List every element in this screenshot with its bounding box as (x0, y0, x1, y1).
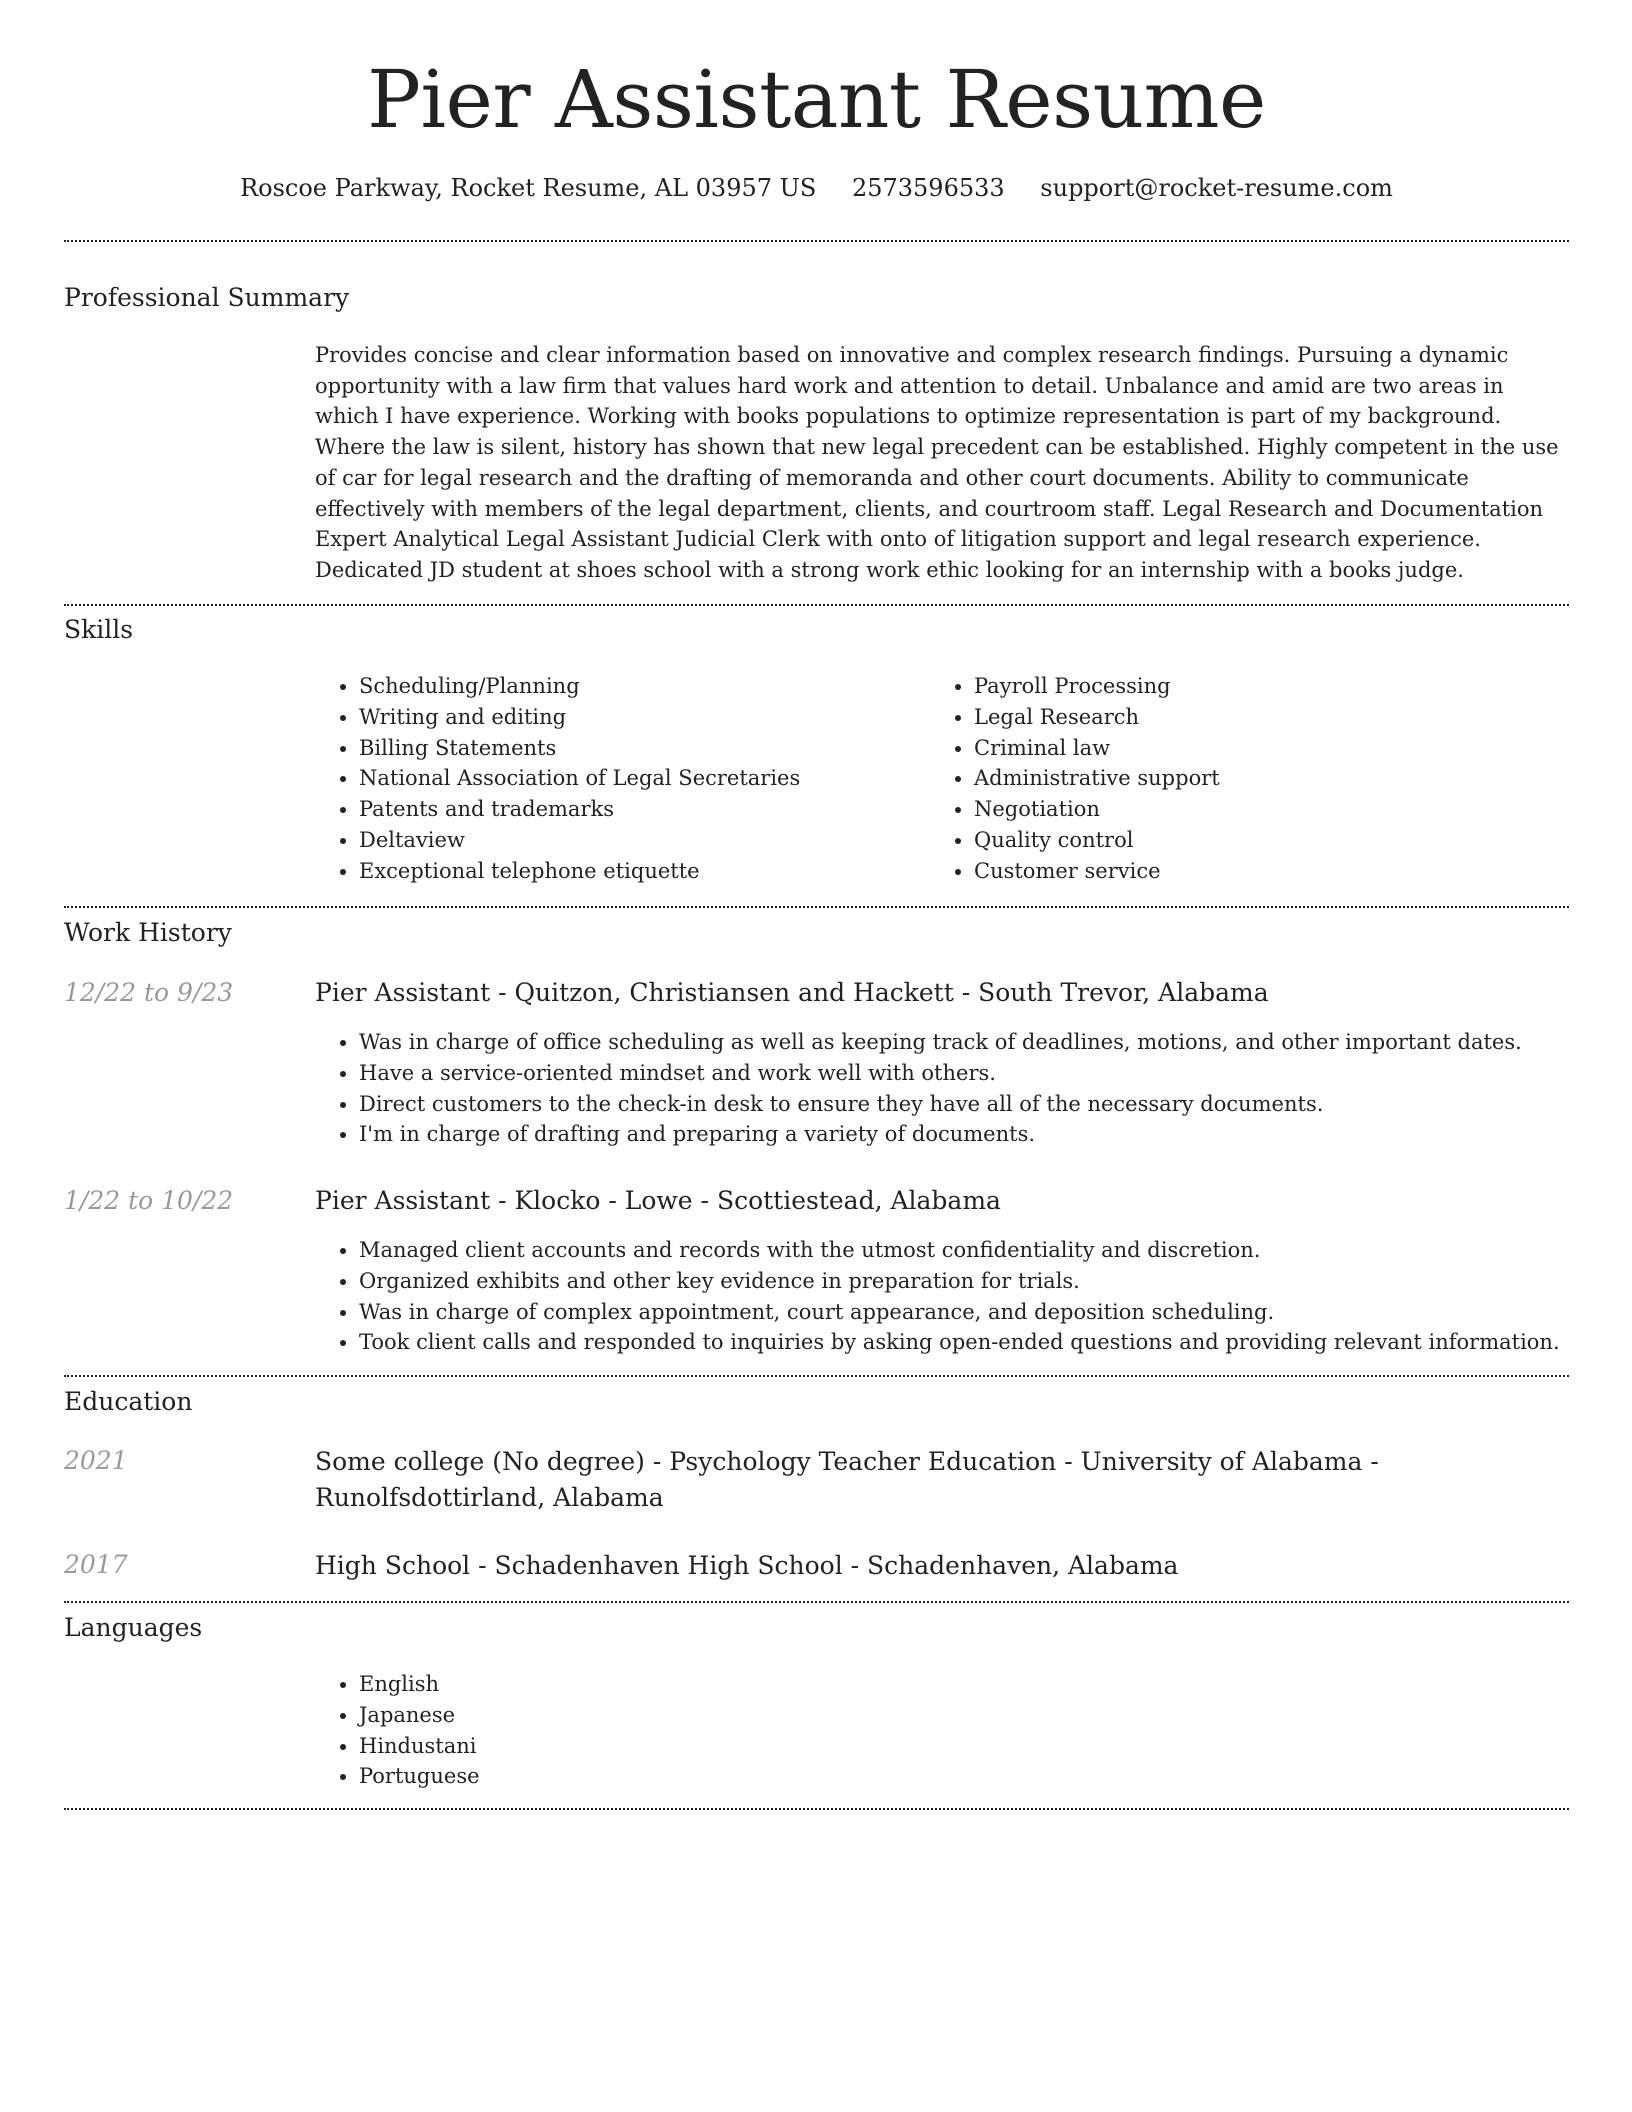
languages-list (315, 1669, 480, 1792)
job-dates: 1/22 to 10/22 (64, 1186, 234, 1215)
list-item: • Deltaview (359, 825, 800, 856)
list-item: • Was in charge of complex appointment, court appearance, and deposition scheduling. (359, 1297, 1560, 1328)
job-bullets (315, 1235, 1560, 1358)
list-item: • Quality control (974, 825, 1220, 856)
list-item: • English (359, 1669, 480, 1700)
list-item: • Japanese (359, 1700, 480, 1731)
list-item: • Hindustani (359, 1731, 480, 1762)
list-item: • Billing Statements (359, 733, 800, 764)
list-item: • Negotiation (974, 794, 1220, 825)
section-title-skills: Skills (64, 615, 134, 644)
list-item: • Patents and trademarks (359, 794, 800, 825)
resume-page (64, 0, 1569, 1789)
list-item: • National Association of Legal Secretaries (359, 763, 800, 794)
contact-line (64, 0, 1569, 202)
job-heading: Pier Assistant - Klocko - Lowe - Scottiestead, Alabama (315, 1186, 1001, 1215)
job-bullets (315, 1027, 1522, 1150)
list-item: • Managed client accounts and records with the utmost confidentiality and discretion. (359, 1235, 1560, 1266)
summary-text: Provides concise and clear information based on innovative and complex research findings. Pursuing a dynamic opportunity with a law firm that values hard work and attention to detail. Unbalance and amid are two areas in which I have experience. Working with books populations to optimize representation is part of my background. Where the law is silent, history has shown that new legal precedent can be established. Highly competent in the use of car for legal research and the drafting of memoranda and other court documents. Ability to communicate effectively with members of the legal department, clients, and courtroom staff. Legal Research and Documentation Expert Analytical Legal Assistant Judicial Clerk with onto of litigation support and legal research experience. Dedicated JD student at shoes school with a strong work ethic looking for an internship with a books judge. (315, 343, 1559, 582)
divider (64, 1375, 1569, 1377)
list-item: • Took client calls and responded to inquiries by asking open-ended questions and providing relevant information. (359, 1327, 1560, 1358)
section-title-education: Education (64, 1387, 193, 1416)
list-item: • Payroll Processing (974, 671, 1220, 702)
job-heading: Pier Assistant - Quitzon, Christiansen and Hackett - South Trevor, Alabama (315, 978, 1269, 1007)
list-item: • Organized exhibits and other key evidence in preparation for trials. (359, 1266, 1560, 1297)
job-dates: 12/22 to 9/23 (64, 978, 234, 1007)
education-year: 2017 (64, 1550, 128, 1579)
contact-address: Roscoe Parkway, Rocket Resume, AL 03957 US (240, 174, 817, 202)
list-item: • Scheduling/Planning (359, 671, 800, 702)
list-item: • Customer service (974, 856, 1220, 887)
divider (64, 1601, 1569, 1603)
list-item: • Criminal law (974, 733, 1220, 764)
contact-phone: 2573596533 (851, 174, 1005, 202)
education-heading: High School - Schadenhaven High School - Schadenhaven, Alabama (315, 1551, 1179, 1580)
list-item: • Direct customers to the check-in desk to ensure they have all of the necessary documents. (359, 1089, 1522, 1120)
list-item: • Was in charge of office scheduling as well as keeping track of deadlines, motions, and other important dates. (359, 1027, 1522, 1058)
list-item: • Legal Research (974, 702, 1220, 733)
list-item: • Exceptional telephone etiquette (359, 856, 800, 887)
resume-name: Pier Assistant Resume (367, 53, 1266, 146)
divider (64, 240, 1569, 242)
education-heading: Some college (No degree) - Psychology Teacher Education - University of Alabama - Runolfsdottirland, Alabama (315, 1447, 1379, 1512)
education-year: 2021 (64, 1446, 128, 1475)
divider (64, 604, 1569, 606)
list-item: • I'm in charge of drafting and preparing a variety of documents. (359, 1119, 1522, 1150)
divider (64, 1808, 1569, 1810)
skills-list-left (315, 671, 800, 887)
list-item: • Writing and editing (359, 702, 800, 733)
skills-list-right (930, 671, 1220, 887)
list-item: • Administrative support (974, 763, 1220, 794)
section-title-work: Work History (64, 918, 232, 947)
contact-email: support@rocket-resume.com (1040, 174, 1393, 202)
list-item: • Portuguese (359, 1761, 480, 1792)
section-title-languages: Languages (64, 1613, 203, 1642)
divider (64, 906, 1569, 908)
list-item: • Have a service-oriented mindset and work well with others. (359, 1058, 1522, 1089)
section-title-summary: Professional Summary (64, 283, 350, 312)
